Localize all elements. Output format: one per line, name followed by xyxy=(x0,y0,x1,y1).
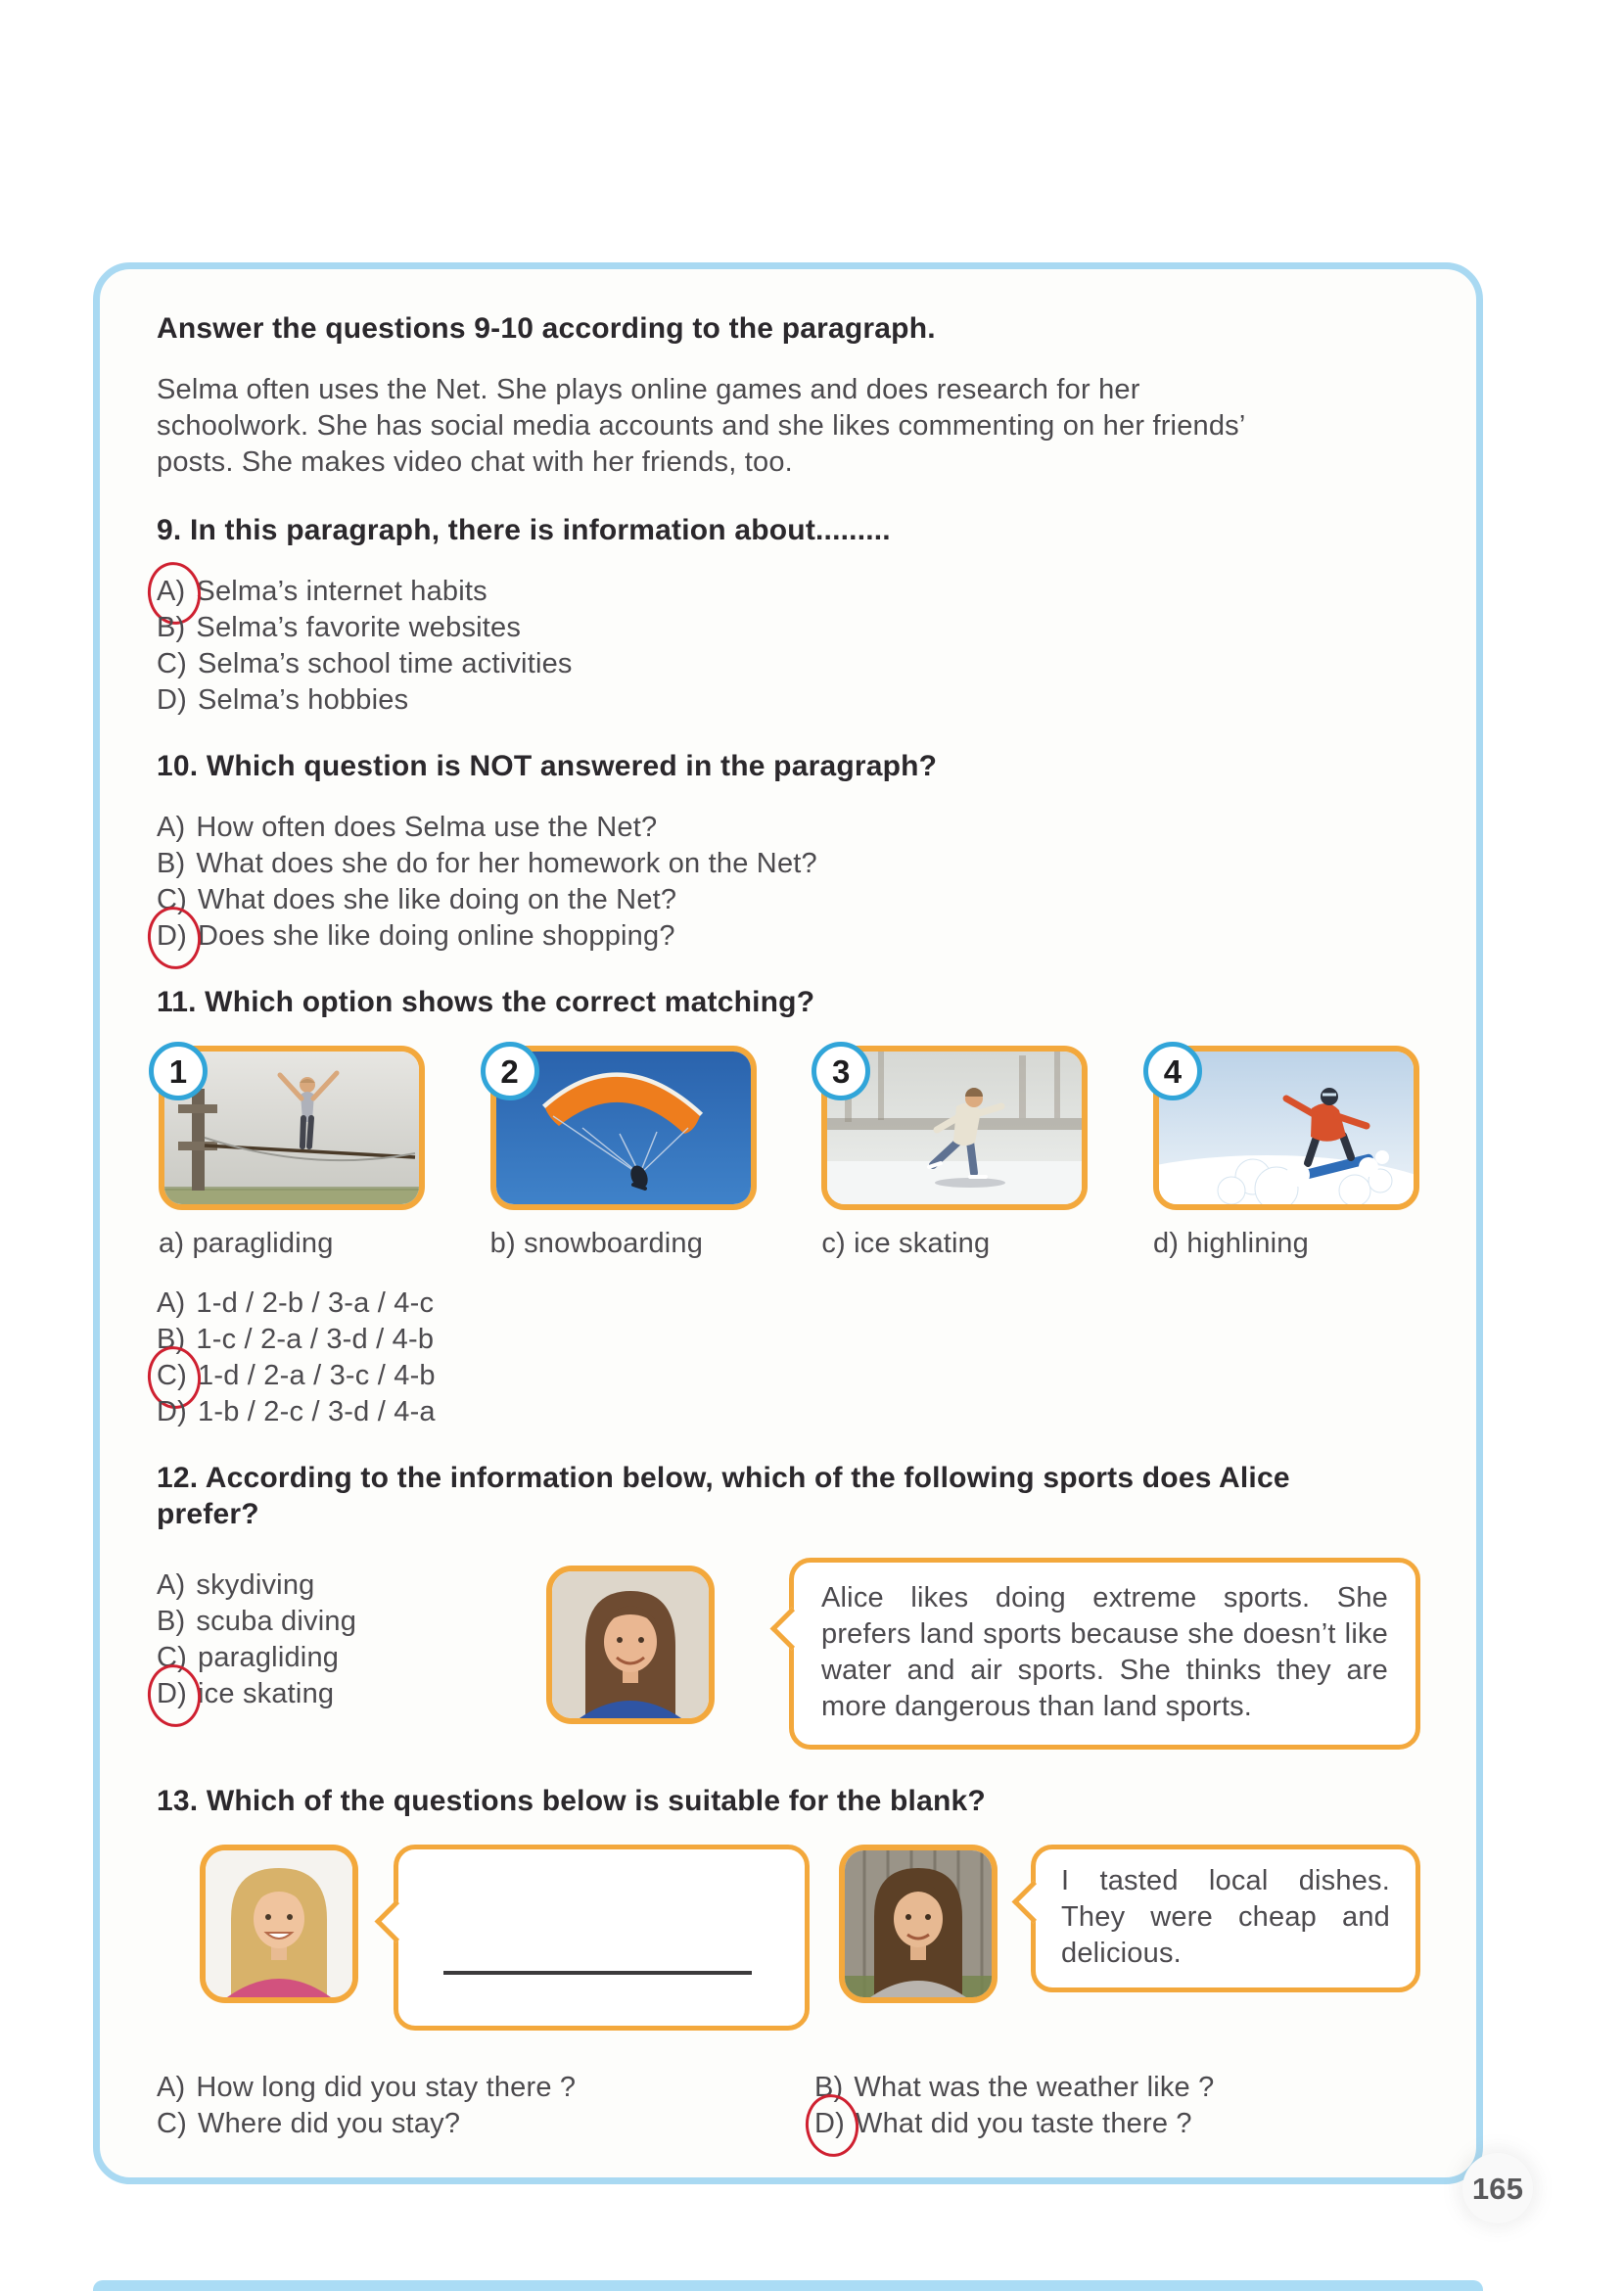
q12-row xyxy=(157,1558,1421,1750)
option-text: 1-d / 2-b / 3-a / 4-c xyxy=(196,1287,435,1319)
label-b: b) snowboarding xyxy=(489,1228,704,1259)
q12-option-a xyxy=(157,1567,470,1604)
q10-option-a xyxy=(157,810,1421,846)
option-letter: A) xyxy=(157,2072,186,2103)
q12-options xyxy=(157,1567,470,1712)
q13-option-b xyxy=(814,2070,1421,2106)
option-text: Where did you stay? xyxy=(198,2108,461,2139)
option-letter: C) xyxy=(157,884,188,915)
label-a: a) paragliding xyxy=(159,1228,334,1259)
content-box xyxy=(93,262,1483,2184)
option-letter: C) xyxy=(157,1360,188,1391)
option-text: Selma’s hobbies xyxy=(198,684,409,716)
option-letter: D) xyxy=(157,684,188,716)
photo-ice-skating xyxy=(821,1046,1088,1210)
answer-speech-bubble xyxy=(1031,1845,1420,1992)
option-text: Selma’s internet habits xyxy=(196,576,487,607)
option-letter: C) xyxy=(157,648,188,679)
instruction: Answer the questions 9-10 according to the paragraph. xyxy=(157,312,936,345)
q11-stem: 11. Which option shows the correct matching? xyxy=(157,986,815,1018)
q9-stem: 9. In this paragraph, there is information about......... xyxy=(157,514,891,546)
q13-row xyxy=(200,1845,1421,2031)
answering-girl-illustration xyxy=(845,1850,992,1997)
option-text: skydiving xyxy=(196,1569,315,1601)
q11-option-c xyxy=(157,1358,1421,1394)
blank-line xyxy=(443,1971,752,1975)
q13-option-c xyxy=(157,2106,814,2142)
q9-option-a xyxy=(157,574,1421,610)
image-number-badge: 3 xyxy=(812,1042,870,1100)
image-number-badge: 1 xyxy=(149,1042,208,1100)
option-text: 1-b / 2-c / 3-d / 4-a xyxy=(198,1396,436,1427)
option-letter: B) xyxy=(157,1606,186,1637)
alice-speech-bubble xyxy=(789,1558,1420,1750)
option-text: scuba diving xyxy=(196,1606,357,1637)
q9-option-b xyxy=(157,610,1421,646)
photo-snowboarding xyxy=(1153,1046,1419,1210)
asking-girl-photo xyxy=(200,1845,358,2003)
label-c: c) ice skating xyxy=(821,1228,991,1259)
page-number-badge: 165 xyxy=(1462,2153,1533,2223)
q12-option-b xyxy=(157,1604,470,1640)
option-text: What does she do for her homework on the Net? xyxy=(196,848,817,879)
q9-option-d xyxy=(157,682,1421,719)
option-text: 1-d / 2-a / 3-c / 4-b xyxy=(198,1360,436,1391)
option-letter: A) xyxy=(157,1569,186,1601)
answering-girl-photo xyxy=(839,1845,998,2003)
reading-paragraph: Selma often uses the Net. She plays online games and does research for her schoolwork. She has social media accounts and she likes commenting on her friends’ posts. She makes video chat with her friends, too. xyxy=(157,374,1245,478)
label-d: d) highlining xyxy=(1152,1228,1309,1259)
option-text: 1-c / 2-a / 3-d / 4-b xyxy=(196,1324,435,1355)
option-letter: A) xyxy=(157,576,186,607)
option-letter: C) xyxy=(157,2108,188,2139)
option-letter: D) xyxy=(157,920,188,952)
asking-girl-illustration xyxy=(206,1850,352,1997)
q10-stem: 10. Which question is NOT answered in the paragraph? xyxy=(157,750,938,782)
q11-option-d xyxy=(157,1394,1421,1430)
q11-option-b xyxy=(157,1322,1421,1358)
option-text: Does she like doing online shopping? xyxy=(198,920,675,952)
option-letter: B) xyxy=(157,1324,186,1355)
q10-options xyxy=(157,810,1421,955)
q13-stem: 13. Which of the questions below is suitable for the blank? xyxy=(157,1785,986,1817)
option-text: Selma’s favorite websites xyxy=(196,612,522,643)
option-letter: C) xyxy=(157,1642,188,1673)
option-letter: A) xyxy=(157,812,186,843)
q11-options xyxy=(157,1286,1421,1430)
q13-option-d xyxy=(814,2106,1421,2142)
option-letter: D) xyxy=(157,1678,188,1709)
photo-paragliding xyxy=(490,1046,757,1210)
blank-speech-bubble xyxy=(394,1845,810,2031)
option-letter: B) xyxy=(157,612,186,643)
option-letter: A) xyxy=(157,1287,186,1319)
q11-image-labels xyxy=(159,1226,1419,1262)
option-text: How long did you stay there ? xyxy=(196,2072,577,2103)
q11-image-row xyxy=(159,1046,1419,1210)
q11-option-a xyxy=(157,1286,1421,1322)
image-number-badge: 4 xyxy=(1143,1042,1202,1100)
next-section-edge xyxy=(93,2280,1483,2291)
q9-options xyxy=(157,574,1421,719)
q12-stem: 12. According to the information below, which of the following sports does Alice prefer? xyxy=(157,1462,1290,1530)
option-letter: B) xyxy=(814,2072,844,2103)
option-text: What was the weather like ? xyxy=(854,2072,1215,2103)
q12-option-d xyxy=(157,1676,470,1712)
image-number-badge: 2 xyxy=(481,1042,539,1100)
option-text: ice skating xyxy=(198,1678,335,1709)
q10-option-d xyxy=(157,918,1421,955)
option-text: What did you taste there ? xyxy=(856,2108,1192,2139)
q13-options xyxy=(157,2070,1421,2142)
q9-option-c xyxy=(157,646,1421,682)
alice-speech-text: Alice likes doing extreme sports. She prefers land sports because she doesn’t like water and air sports. She thinks they are more dangerous than land sports. xyxy=(821,1582,1388,1722)
answer-speech-text: I tasted local dishes. They were cheap and delicious. xyxy=(1061,1865,1390,1969)
q12-option-c xyxy=(157,1640,470,1676)
option-letter: D) xyxy=(157,1396,188,1427)
photo-highlining xyxy=(159,1046,425,1210)
alice-portrait-illustration xyxy=(552,1571,709,1718)
alice-photo xyxy=(546,1566,715,1724)
option-text: paragliding xyxy=(198,1642,340,1673)
q13-option-a xyxy=(157,2070,814,2106)
q10-option-b xyxy=(157,846,1421,882)
option-letter: B) xyxy=(157,848,186,879)
option-letter: D) xyxy=(814,2108,846,2139)
q10-option-c xyxy=(157,882,1421,918)
option-text: What does she like doing on the Net? xyxy=(198,884,677,915)
option-text: How often does Selma use the Net? xyxy=(196,812,658,843)
option-text: Selma’s school time activities xyxy=(198,648,573,679)
